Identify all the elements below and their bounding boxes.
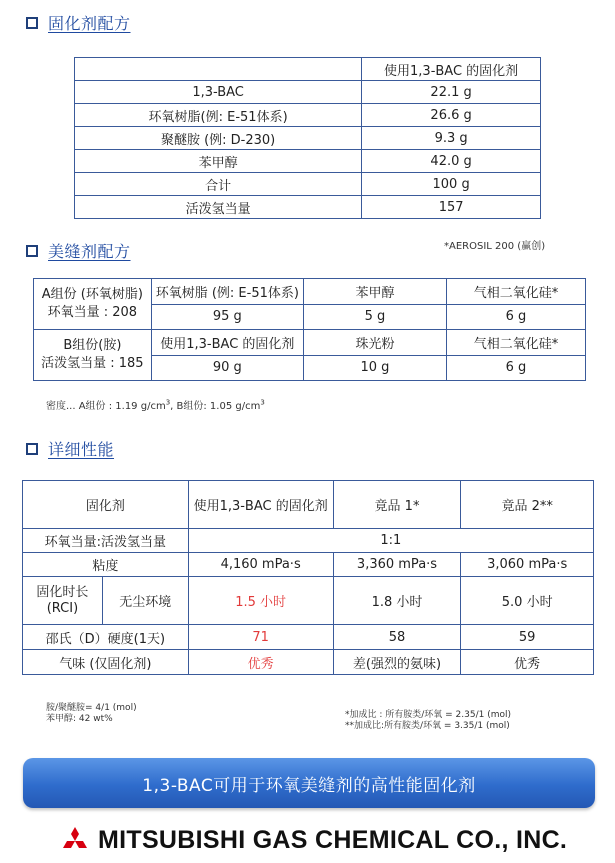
table-cell: 1:1 bbox=[188, 529, 593, 553]
table-cell: 环氧树脂(例: E-51体系) bbox=[75, 104, 362, 127]
table-row bbox=[75, 150, 541, 173]
table-cell: 无尘环境 bbox=[102, 577, 188, 625]
company-footer bbox=[60, 826, 567, 855]
cure-time-sublabel: (RCI) bbox=[46, 600, 79, 616]
table-row bbox=[23, 577, 594, 625]
table-row bbox=[75, 173, 541, 196]
density-text-a: 密度... A组份 : 1.19 g/cm bbox=[46, 401, 166, 412]
table-row bbox=[23, 553, 594, 577]
table-cell: 59 bbox=[461, 625, 594, 650]
table-cell: 差(强烈的氨味) bbox=[333, 650, 461, 675]
table-cell: 90 g bbox=[151, 355, 303, 381]
section-heading-performance bbox=[26, 437, 114, 460]
section-title: 固化剂配方 bbox=[48, 14, 131, 33]
footnote-benzyl: 苯甲醇: 42 wt% bbox=[46, 714, 113, 724]
table-cell: 157 bbox=[362, 196, 541, 219]
table-cell: 苯甲醇 bbox=[75, 150, 362, 173]
table-cell: 合计 bbox=[75, 173, 362, 196]
table-header: 珠光粉 bbox=[303, 330, 446, 356]
table-cell: 10 g bbox=[303, 355, 446, 381]
table-cell: 58 bbox=[333, 625, 461, 650]
table-row bbox=[75, 196, 541, 219]
section-heading-grout-formula bbox=[26, 239, 131, 262]
table-row bbox=[75, 58, 541, 81]
table-row bbox=[75, 104, 541, 127]
table-cell: 优秀 bbox=[188, 650, 333, 675]
table-row bbox=[23, 529, 594, 553]
banner-text: 1,3-BAC可用于环氧美缝剂的高性能固化剂 bbox=[142, 775, 476, 796]
table-header: 苯甲醇 bbox=[303, 279, 446, 305]
table-cell: 6 g bbox=[446, 304, 585, 330]
superscript: 3 bbox=[260, 398, 265, 407]
cure-time-label-cell bbox=[23, 577, 103, 625]
performance-table bbox=[22, 480, 594, 675]
table-cell bbox=[75, 58, 362, 81]
table-cell: 5.0 小时 bbox=[461, 577, 594, 625]
table-cell: 71 bbox=[188, 625, 333, 650]
table-row bbox=[23, 481, 594, 529]
table-header: 竟品 1* bbox=[333, 481, 461, 529]
group-b-label: B组份(胺) bbox=[63, 338, 122, 353]
table-header: 环氧树脂 (例: E-51体系) bbox=[151, 279, 303, 305]
density-note bbox=[46, 397, 265, 412]
table-cell: 95 g bbox=[151, 304, 303, 330]
table-row bbox=[34, 330, 586, 356]
square-bullet-icon bbox=[26, 245, 38, 257]
three-diamonds-logo-icon bbox=[60, 827, 90, 855]
table-cell: 100 g bbox=[362, 173, 541, 196]
group-b-cell bbox=[34, 330, 152, 381]
group-a-cell bbox=[34, 279, 152, 330]
square-bullet-icon bbox=[26, 443, 38, 455]
grout-formula-table bbox=[33, 278, 586, 381]
table-header: 气相二氧化硅* bbox=[446, 330, 585, 356]
table-cell: 22.1 g bbox=[362, 81, 541, 104]
table-header: 气相二氧化硅* bbox=[446, 279, 585, 305]
section-heading-curing-formula bbox=[26, 11, 131, 34]
footnote-ratio: 胺/聚醚胺= 4/1 (mol) bbox=[46, 703, 137, 713]
group-a-label: A组份 (环氧树脂) bbox=[41, 287, 143, 302]
table-header: 使用1,3-BAC 的固化剂 bbox=[188, 481, 333, 529]
table-cell: 6 g bbox=[446, 355, 585, 381]
curing-formula-table bbox=[74, 57, 541, 219]
table-cell: 3,060 mPa·s bbox=[461, 553, 594, 577]
table-cell: 粘度 bbox=[23, 553, 189, 577]
table-header: 竟品 2** bbox=[461, 481, 594, 529]
table-header: 固化剂 bbox=[23, 481, 189, 529]
highlight-banner bbox=[23, 758, 595, 808]
section-title: 详细性能 bbox=[48, 440, 115, 459]
company-name: MITSUBISHI GAS CHEMICAL CO., INC. bbox=[98, 826, 568, 854]
footnote-competitor-2: **加成比:所有胺类/环氧 = 3.35/1 (mol) bbox=[345, 721, 510, 731]
density-text-b: , B组份: 1.05 g/cm bbox=[170, 401, 261, 412]
table-cell: 5 g bbox=[303, 304, 446, 330]
table-cell: 邵氏（D）硬度(1天) bbox=[23, 625, 189, 650]
superscript: 3 bbox=[165, 398, 171, 407]
table-row bbox=[23, 625, 594, 650]
table-row bbox=[34, 279, 586, 305]
aerosil-note: *AEROSIL 200 (赢创) bbox=[444, 241, 546, 252]
table-header: 使用1,3-BAC 的固化剂 bbox=[151, 330, 303, 356]
table-cell: 1.8 小时 bbox=[333, 577, 461, 625]
table-cell: 优秀 bbox=[461, 650, 594, 675]
cure-time-label: 固化时长 bbox=[36, 584, 89, 600]
table-cell: 气味 (仅固化剂) bbox=[23, 650, 189, 675]
table-cell: 4,160 mPa·s bbox=[188, 553, 333, 577]
table-cell: 3,360 mPa·s bbox=[333, 553, 461, 577]
table-row bbox=[75, 127, 541, 150]
square-bullet-icon bbox=[26, 17, 38, 29]
table-cell: 1.5 小时 bbox=[188, 577, 333, 625]
group-b-equivalent: 活泼氢当量 : 185 bbox=[41, 356, 144, 371]
table-cell: 活泼氢当量 bbox=[75, 196, 362, 219]
table-header: 使用1,3-BAC 的固化剂 bbox=[362, 58, 541, 81]
table-row bbox=[75, 81, 541, 104]
table-cell: 26.6 g bbox=[362, 104, 541, 127]
table-cell: 聚醚胺 (例: D-230) bbox=[75, 127, 362, 150]
group-a-equivalent: 环氧当量 : 208 bbox=[47, 305, 138, 320]
footnote-competitor-1: *加成比 : 所有胺类/环氧 = 2.35/1 (mol) bbox=[345, 710, 512, 720]
table-cell: 42.0 g bbox=[362, 150, 541, 173]
table-cell: 1,3-BAC bbox=[75, 81, 362, 104]
section-title: 美缝剂配方 bbox=[48, 242, 131, 261]
table-cell: 9.3 g bbox=[362, 127, 541, 150]
table-cell: 环氧当量:活泼氢当量 bbox=[23, 529, 189, 553]
table-row bbox=[23, 650, 594, 675]
